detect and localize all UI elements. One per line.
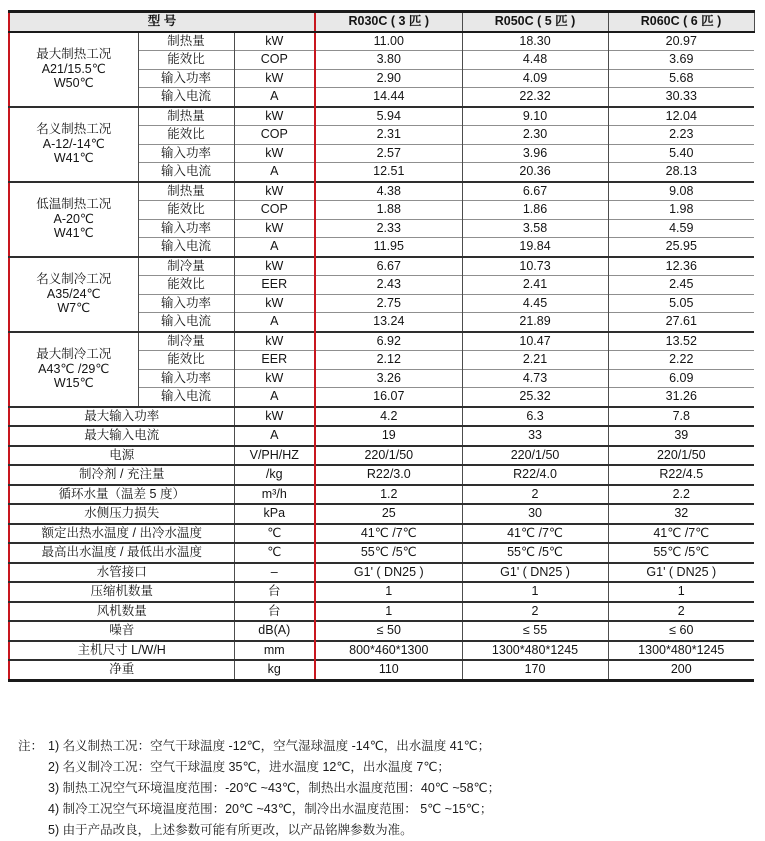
table-row — [9, 446, 754, 466]
table-row — [9, 257, 754, 276]
unit-cell: A — [234, 388, 315, 407]
value-cell: 1 — [315, 602, 462, 622]
parameter-cell: 输入功率 — [138, 219, 234, 238]
value-cell: 9.10 — [462, 107, 608, 126]
value-cell: 25 — [315, 504, 462, 524]
value-cell: 20.36 — [462, 163, 608, 182]
value-cell: R22/4.5 — [608, 465, 754, 485]
value-cell: 2.31 — [315, 126, 462, 145]
parameter-cell: 能效比 — [138, 51, 234, 70]
value-cell: 2.30 — [462, 126, 608, 145]
value-cell: ≤ 60 — [608, 621, 754, 641]
condition-group-cell: 名义制冷工况 A35/24℃ W7℃ — [9, 257, 138, 332]
value-cell: 18.30 — [462, 32, 608, 51]
note-line: 5) 由于产品改良，上述参数可能有所更改，以产品铭牌参数为准。 — [48, 822, 413, 837]
value-cell: 12.36 — [608, 257, 754, 276]
unit-cell: kW — [234, 69, 315, 88]
table-row — [9, 332, 754, 351]
value-cell: 31.26 — [608, 388, 754, 407]
parameter-cell: 能效比 — [138, 201, 234, 220]
spec-label-cell: 制冷剂 / 充注量 — [9, 465, 234, 485]
table-row — [9, 504, 754, 524]
unit-cell: kW — [234, 182, 315, 201]
value-cell: 55℃ /5℃ — [315, 543, 462, 563]
unit-cell: A — [234, 88, 315, 107]
unit-cell: EER — [234, 351, 315, 370]
value-cell: 2.41 — [462, 276, 608, 295]
value-cell: G1' ( DN25 ) — [608, 563, 754, 583]
value-cell: 55℃ /5℃ — [462, 543, 608, 563]
value-cell: 19 — [315, 426, 462, 446]
value-cell: 1300*480*1245 — [462, 641, 608, 661]
value-cell: G1' ( DN25 ) — [315, 563, 462, 583]
table-row — [9, 32, 754, 51]
value-cell: 2.45 — [608, 276, 754, 295]
unit-cell: 台 — [234, 602, 315, 622]
unit-cell: V/PH/HZ — [234, 446, 315, 466]
spec-label-cell: 电源 — [9, 446, 234, 466]
spec-label-cell: 噪音 — [9, 621, 234, 641]
condition-group-cell: 最大制热工况 A21/15.5℃ W50℃ — [9, 32, 138, 107]
parameter-cell: 能效比 — [138, 126, 234, 145]
value-cell: 33 — [462, 426, 608, 446]
table-row — [9, 641, 754, 661]
value-cell: 13.52 — [608, 332, 754, 351]
model-header-r030c: R030C ( 3 匹 ) — [315, 12, 462, 32]
parameter-cell: 制热量 — [138, 182, 234, 201]
parameter-cell: 制冷量 — [138, 257, 234, 276]
unit-cell: ℃ — [234, 543, 315, 563]
value-cell: 2.57 — [315, 144, 462, 163]
value-cell: 1300*480*1245 — [608, 641, 754, 661]
value-cell: 39 — [608, 426, 754, 446]
value-cell: 3.58 — [462, 219, 608, 238]
value-cell: 41℃ /7℃ — [608, 524, 754, 544]
value-cell: 11.95 — [315, 238, 462, 257]
unit-cell: kW — [234, 294, 315, 313]
table-row — [9, 602, 754, 622]
note-line: 1) 名义制热工况：空气干球温度 -12℃，空气湿球温度 -14℃，出水温度 41℃； — [48, 738, 491, 753]
value-cell: 5.40 — [608, 144, 754, 163]
unit-cell: kW — [234, 144, 315, 163]
value-cell: 2.33 — [315, 219, 462, 238]
spec-label-cell: 最大输入功率 — [9, 407, 234, 427]
unit-cell: EER — [234, 276, 315, 295]
value-cell: 3.96 — [462, 144, 608, 163]
value-cell: 21.89 — [462, 313, 608, 332]
note-line: 2) 名义制冷工况：空气干球温度 35℃，进水温度 12℃，出水温度 7℃； — [48, 759, 450, 774]
parameter-cell: 输入电流 — [138, 163, 234, 182]
value-cell: 1.2 — [315, 485, 462, 505]
value-cell: 5.05 — [608, 294, 754, 313]
value-cell: 41℃ /7℃ — [462, 524, 608, 544]
spec-label-cell: 净重 — [9, 660, 234, 680]
table-row — [9, 107, 754, 126]
notes-section — [18, 736, 765, 841]
parameter-cell: 制热量 — [138, 32, 234, 51]
value-cell: 12.04 — [608, 107, 754, 126]
value-cell: 2.23 — [608, 126, 754, 145]
spec-label-cell: 水管接口 — [9, 563, 234, 583]
condition-group-cell: 名义制热工况 A-12/-14℃ W41℃ — [9, 107, 138, 182]
value-cell: 12.51 — [315, 163, 462, 182]
value-cell: 6.92 — [315, 332, 462, 351]
unit-cell: 台 — [234, 582, 315, 602]
spec-label-cell: 最高出水温度 / 最低出水温度 — [9, 543, 234, 563]
spec-label-cell: 风机数量 — [9, 602, 234, 622]
parameter-cell: 能效比 — [138, 351, 234, 370]
value-cell: 41℃ /7℃ — [315, 524, 462, 544]
unit-cell: mm — [234, 641, 315, 661]
value-cell: 2.21 — [462, 351, 608, 370]
value-cell: 2.43 — [315, 276, 462, 295]
table-row — [9, 621, 754, 641]
value-cell: 11.00 — [315, 32, 462, 51]
value-cell: 3.26 — [315, 369, 462, 388]
unit-cell: kW — [234, 332, 315, 351]
value-cell: 25.95 — [608, 238, 754, 257]
model-column-header: 型 号 — [9, 12, 315, 32]
value-cell: 20.97 — [608, 32, 754, 51]
notes-prefix: 注： — [18, 738, 44, 753]
value-cell: 4.59 — [608, 219, 754, 238]
value-cell: 220/1/50 — [315, 446, 462, 466]
unit-cell: – — [234, 563, 315, 583]
spec-table-body — [9, 32, 754, 681]
value-cell: 6.67 — [315, 257, 462, 276]
value-cell: 1.86 — [462, 201, 608, 220]
value-cell: 6.67 — [462, 182, 608, 201]
unit-cell: A — [234, 238, 315, 257]
value-cell: 16.07 — [315, 388, 462, 407]
condition-group-cell: 低温制热工况 A-20℃ W41℃ — [9, 182, 138, 257]
value-cell: 4.09 — [462, 69, 608, 88]
table-row — [9, 465, 754, 485]
condition-group-cell: 最大制冷工况 A43℃ /29℃ W15℃ — [9, 332, 138, 407]
table-row — [9, 582, 754, 602]
value-cell: 10.47 — [462, 332, 608, 351]
note-line: 4) 制冷工况空气环境温度范围：20℃ ~43℃，制冷出水温度范围： 5℃ ~15℃； — [48, 801, 493, 816]
value-cell: 10.73 — [462, 257, 608, 276]
unit-cell: COP — [234, 51, 315, 70]
value-cell: 22.32 — [462, 88, 608, 107]
parameter-cell: 输入电流 — [138, 313, 234, 332]
value-cell: 1 — [462, 582, 608, 602]
unit-cell: COP — [234, 126, 315, 145]
model-header-r050c: R050C ( 5 匹 ) — [462, 12, 608, 32]
unit-cell: kW — [234, 32, 315, 51]
unit-cell: A — [234, 426, 315, 446]
parameter-cell: 输入电流 — [138, 388, 234, 407]
value-cell: 1.88 — [315, 201, 462, 220]
spec-label-cell: 最大输入电流 — [9, 426, 234, 446]
value-cell: 170 — [462, 660, 608, 680]
spec-label-cell: 水侧压力损失 — [9, 504, 234, 524]
unit-cell: kW — [234, 257, 315, 276]
value-cell: 28.13 — [608, 163, 754, 182]
unit-cell: A — [234, 313, 315, 332]
value-cell: 6.3 — [462, 407, 608, 427]
table-row — [9, 543, 754, 563]
value-cell: 3.80 — [315, 51, 462, 70]
table-row — [9, 426, 754, 446]
parameter-cell: 输入功率 — [138, 369, 234, 388]
table-row — [9, 563, 754, 583]
table-row — [9, 524, 754, 544]
value-cell: 800*460*1300 — [315, 641, 462, 661]
value-cell: 6.09 — [608, 369, 754, 388]
spec-label-cell: 额定出热水温度 / 出冷水温度 — [9, 524, 234, 544]
spec-table — [8, 10, 755, 682]
value-cell: 2 — [608, 602, 754, 622]
parameter-cell: 输入电流 — [138, 88, 234, 107]
value-cell: 110 — [315, 660, 462, 680]
value-cell: 1 — [608, 582, 754, 602]
unit-cell: kPa — [234, 504, 315, 524]
value-cell: 2.12 — [315, 351, 462, 370]
value-cell: R22/3.0 — [315, 465, 462, 485]
table-row — [9, 660, 754, 680]
parameter-cell: 输入功率 — [138, 294, 234, 313]
spec-label-cell: 主机尺寸 L/W/H — [9, 641, 234, 661]
value-cell: G1' ( DN25 ) — [462, 563, 608, 583]
note-line: 3) 制热工况空气环境温度范围：-20℃ ~43℃，制热出水温度范围：40℃ ~58℃； — [48, 780, 501, 795]
value-cell: ≤ 55 — [462, 621, 608, 641]
value-cell: 4.48 — [462, 51, 608, 70]
value-cell: 5.68 — [608, 69, 754, 88]
value-cell: 200 — [608, 660, 754, 680]
header-row — [9, 12, 754, 32]
value-cell: 7.8 — [608, 407, 754, 427]
value-cell: 4.73 — [462, 369, 608, 388]
value-cell: 19.84 — [462, 238, 608, 257]
value-cell: 2.22 — [608, 351, 754, 370]
table-row — [9, 407, 754, 427]
value-cell: 4.2 — [315, 407, 462, 427]
unit-cell: COP — [234, 201, 315, 220]
parameter-cell: 能效比 — [138, 276, 234, 295]
unit-cell: A — [234, 163, 315, 182]
unit-cell: kW — [234, 107, 315, 126]
value-cell: 2.75 — [315, 294, 462, 313]
unit-cell: dB(A) — [234, 621, 315, 641]
value-cell: 4.38 — [315, 182, 462, 201]
value-cell: 2 — [462, 485, 608, 505]
value-cell: 2 — [462, 602, 608, 622]
notes-list — [48, 736, 765, 841]
unit-cell: kW — [234, 407, 315, 427]
parameter-cell: 制热量 — [138, 107, 234, 126]
value-cell: 1 — [315, 582, 462, 602]
value-cell: 3.69 — [608, 51, 754, 70]
spec-label-cell: 循环水量（温差 5 度） — [9, 485, 234, 505]
parameter-cell: 输入电流 — [138, 238, 234, 257]
value-cell: 13.24 — [315, 313, 462, 332]
value-cell: 2.90 — [315, 69, 462, 88]
unit-cell: kW — [234, 219, 315, 238]
value-cell: 25.32 — [462, 388, 608, 407]
value-cell: 27.61 — [608, 313, 754, 332]
table-row — [9, 182, 754, 201]
value-cell: 1.98 — [608, 201, 754, 220]
value-cell: 2.2 — [608, 485, 754, 505]
value-cell: 30.33 — [608, 88, 754, 107]
unit-cell: kg — [234, 660, 315, 680]
value-cell: 220/1/50 — [462, 446, 608, 466]
unit-cell: ℃ — [234, 524, 315, 544]
parameter-cell: 制冷量 — [138, 332, 234, 351]
value-cell: 220/1/50 — [608, 446, 754, 466]
value-cell: 9.08 — [608, 182, 754, 201]
value-cell: 55℃ /5℃ — [608, 543, 754, 563]
parameter-cell: 输入功率 — [138, 144, 234, 163]
value-cell: 14.44 — [315, 88, 462, 107]
spec-label-cell: 压缩机数量 — [9, 582, 234, 602]
unit-cell: m³/h — [234, 485, 315, 505]
unit-cell: /kg — [234, 465, 315, 485]
value-cell: R22/4.0 — [462, 465, 608, 485]
table-row — [9, 485, 754, 505]
value-cell: ≤ 50 — [315, 621, 462, 641]
value-cell: 5.94 — [315, 107, 462, 126]
unit-cell: kW — [234, 369, 315, 388]
model-header-r060c: R060C ( 6 匹 ) — [608, 12, 754, 32]
value-cell: 30 — [462, 504, 608, 524]
value-cell: 32 — [608, 504, 754, 524]
value-cell: 4.45 — [462, 294, 608, 313]
parameter-cell: 输入功率 — [138, 69, 234, 88]
